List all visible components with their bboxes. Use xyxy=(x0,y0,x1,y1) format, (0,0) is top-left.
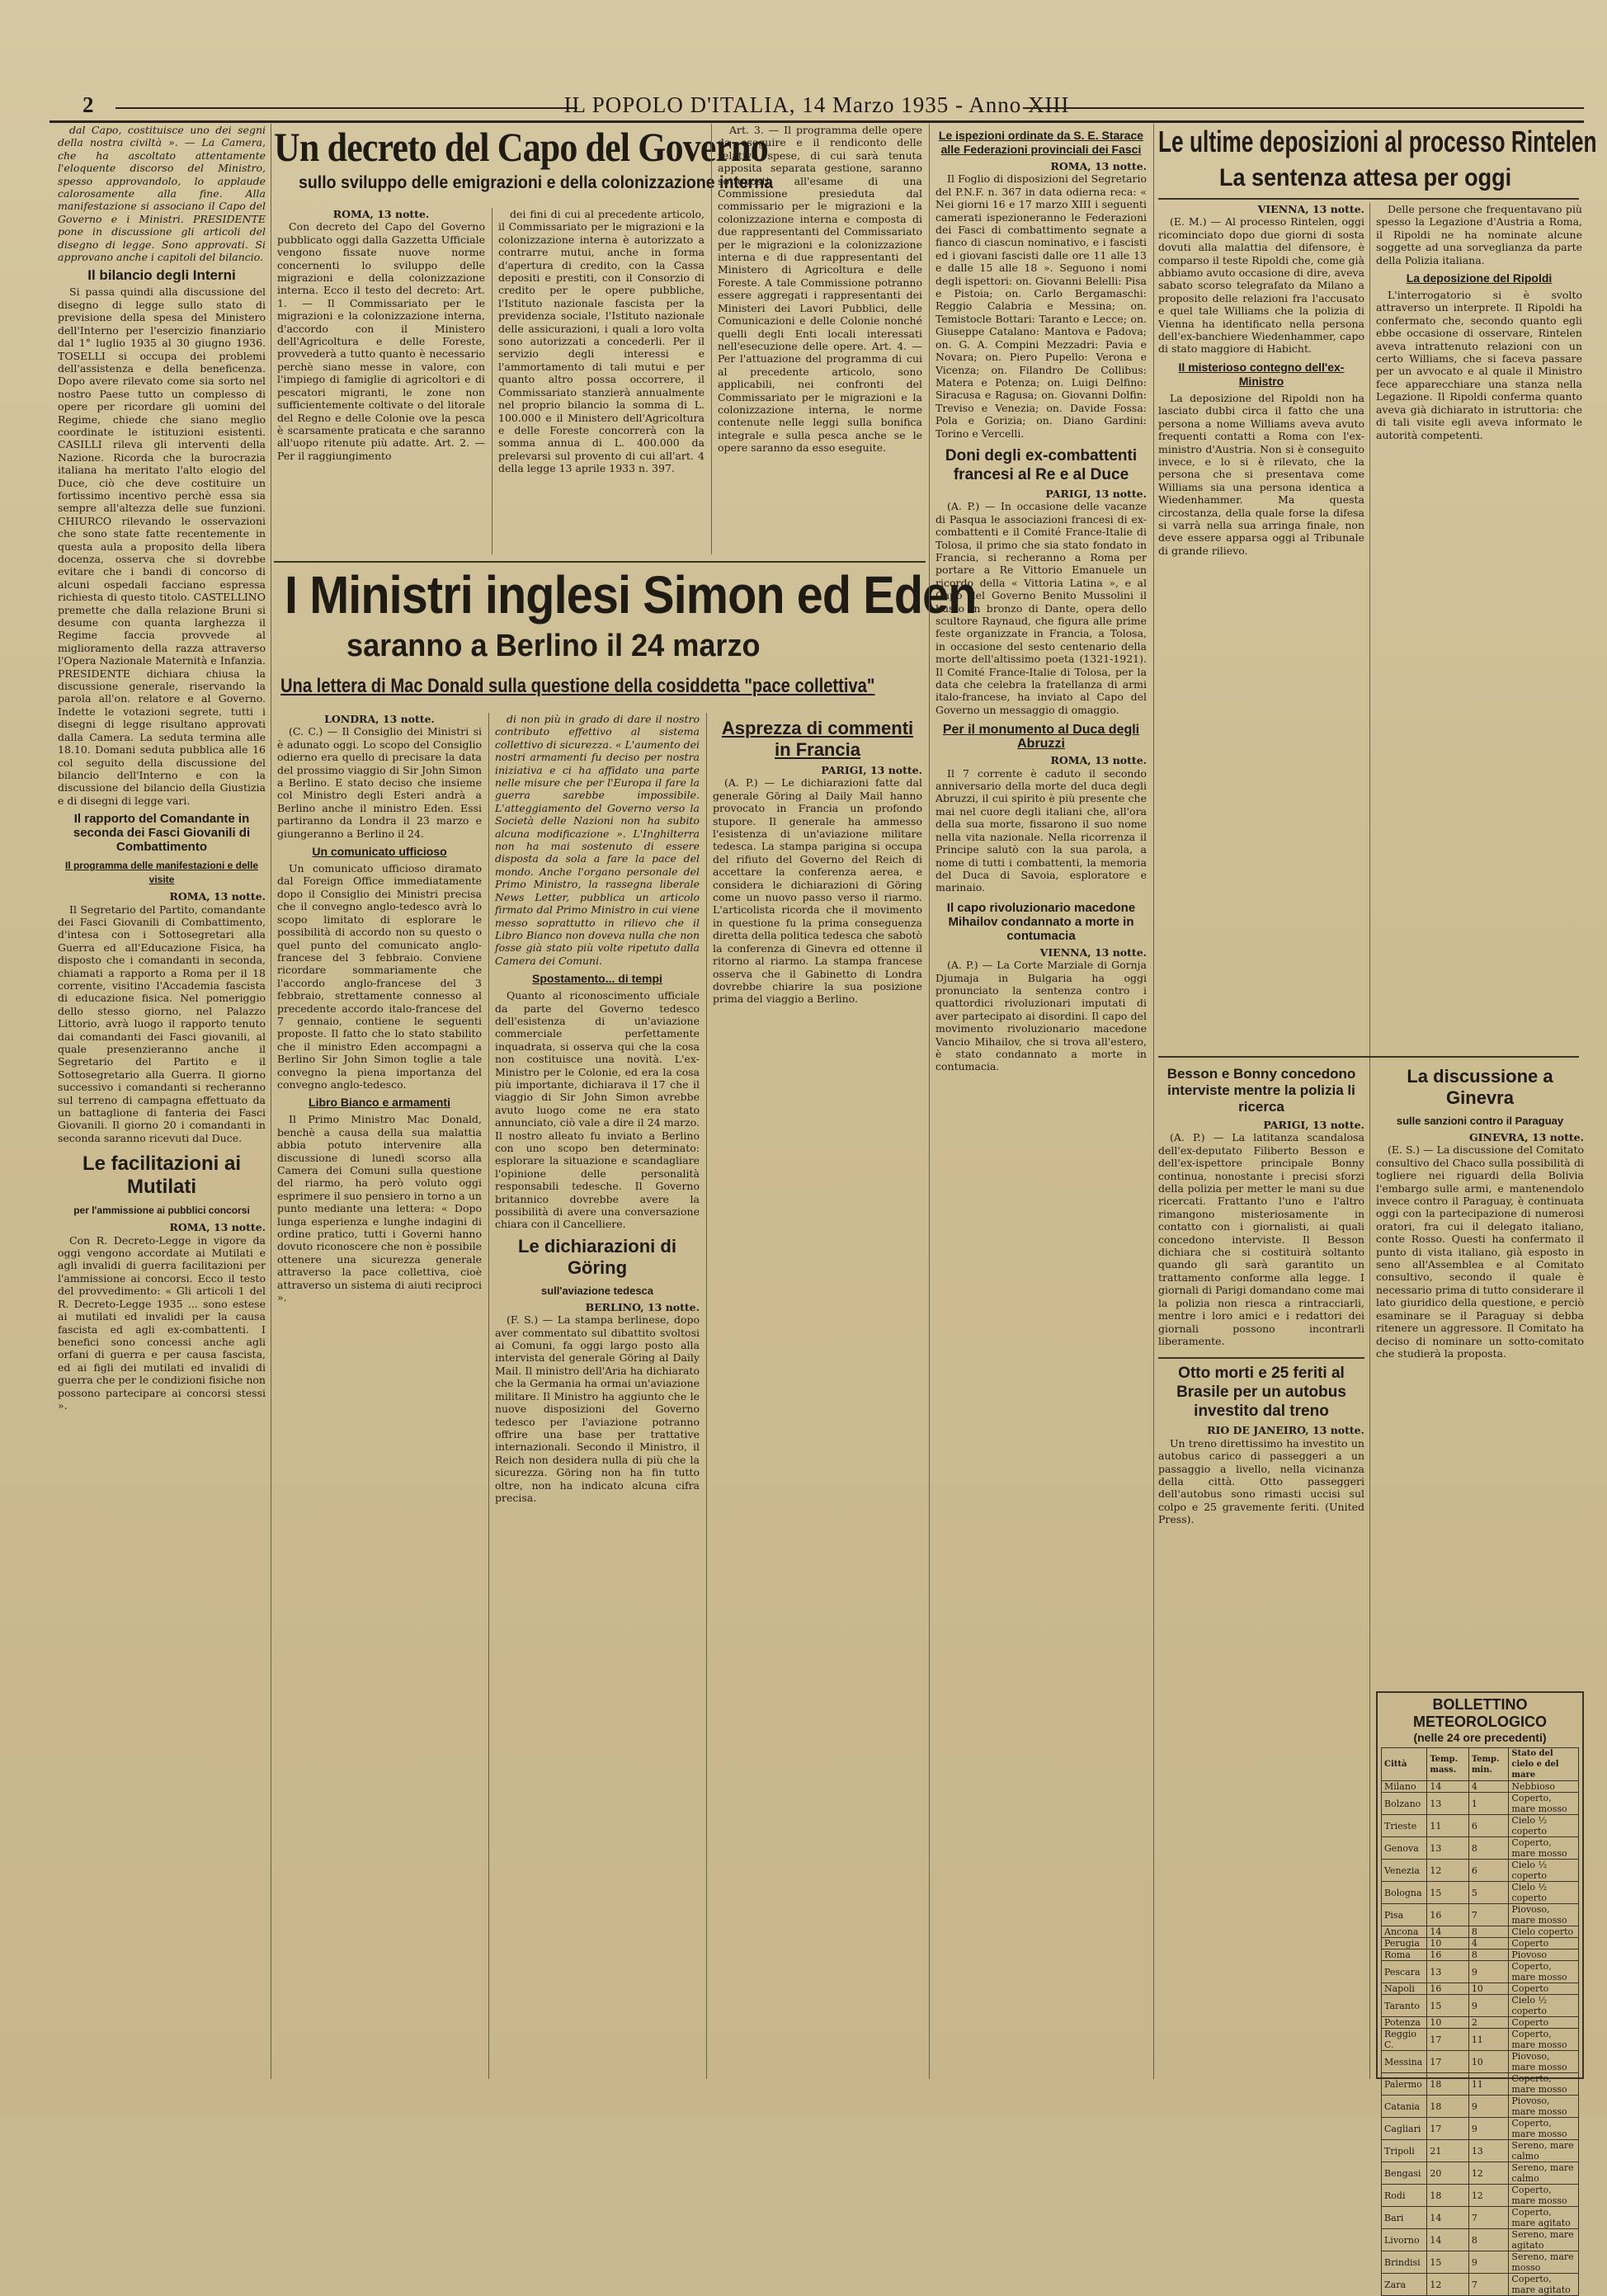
weather-temp-min: 12 xyxy=(1468,2185,1509,2207)
weather-city: Rodi xyxy=(1382,2185,1427,2207)
weather-sky-state: Coperto xyxy=(1509,1983,1579,1995)
weather-row xyxy=(1382,1926,1579,1938)
decree-dateline: ROMA, 13 notte. xyxy=(332,208,430,220)
rapporto-dateline: ROMA, 13 notte. xyxy=(169,890,266,903)
weather-header-row xyxy=(1382,1748,1579,1781)
weather-sky-state: Coperto, mare mosso xyxy=(1509,2029,1579,2051)
weather-city: Potenza xyxy=(1382,2017,1427,2029)
heading-libro-bianco: Libro Bianco e armamenti xyxy=(309,1096,450,1110)
weather-bulletin xyxy=(1376,1691,1584,2295)
section-rule xyxy=(1158,1056,1579,1058)
column-1 xyxy=(58,124,266,2079)
besson-column xyxy=(1158,1061,1364,2079)
weather-city: Zara xyxy=(1382,2274,1427,2296)
ginevra-column xyxy=(1376,1061,1584,1688)
weather-city: Bari xyxy=(1382,2207,1427,2229)
weather-temp-max: 13 xyxy=(1427,1837,1468,1860)
decree-subtitle: sullo sviluppo delle emigrazioni e della colonizzazione interna xyxy=(299,173,774,192)
weather-temp-max: 12 xyxy=(1427,2274,1468,2296)
weather-row xyxy=(1382,2207,1579,2229)
ministri-subtitle: saranno a Berlino il 24 marzo xyxy=(346,629,761,663)
weather-temp-max: 18 xyxy=(1427,2096,1468,2118)
weather-sky-state: Sereno, mare calmo xyxy=(1509,2162,1579,2185)
weather-row xyxy=(1382,2140,1579,2162)
masthead xyxy=(49,92,1584,123)
rintelen-text-a: (E. M.) — Al processo Rintelen, oggi ricominciato dopo due giorni di sosta dovuti alla malattia del difensore, è comparso il teste Ripoldi che, come già abbiamo avuto occasione di dire, aveva sabato scorso telegrafato da Milano a proposito delle relazioni fra l'accusato e quel tale Williams che la polizia di Vienna ha identificato nella persona dell'ex-banchiere Wiedenhammer, capo di stato maggiore di Habicht. xyxy=(1158,215,1364,356)
weather-sky-state: Cielo coperto xyxy=(1509,1926,1579,1938)
weather-sky-state: Coperto, mare mosso xyxy=(1509,1837,1579,1860)
weather-city: Bolzano xyxy=(1382,1793,1427,1815)
weather-city: Palermo xyxy=(1382,2073,1427,2096)
rintelen-col-b xyxy=(1376,203,1582,1053)
heading-misterioso: Il misterioso contegno dell'ex-Ministro xyxy=(1178,360,1345,388)
weather-temp-min: 10 xyxy=(1468,1983,1509,1995)
heading-mutilati: Le facilitazioni ai Mutilati xyxy=(82,1153,242,1199)
weather-temp-min: 8 xyxy=(1468,2229,1509,2251)
weather-col-max: Temp. mass. xyxy=(1427,1748,1468,1781)
weather-sky-state: Cielo ½ coperto xyxy=(1509,1995,1579,2017)
weather-sky-state: Coperto xyxy=(1509,1938,1579,1949)
weather-row xyxy=(1382,1815,1579,1837)
weather-city: Ancona xyxy=(1382,1926,1427,1938)
heading-asprezza: Asprezza di commenti in Francia xyxy=(721,718,914,760)
weather-city: Bengasi xyxy=(1382,2162,1427,2185)
weather-row xyxy=(1382,2251,1579,2274)
doni-text: (A. P.) — In occasione delle vacanze di Pasqua le associazioni francesi di ex-combattenti e il Comité France-Italie di Tolosa, il primo che sia stato fondato in Francia, si recheranno a Roma per portare a Re Vittorio Emanuele un ricordo della « Vittoria Latina », e al Capo del Governo Benito Mussolini il busto in bronzo di Dante, opera dello scultore Raynaud, che figura alle prime feste organizzate in Francia, a Tolosa, in occasione del sesto centenario della morte dell'altissimo poeta (1321-1921). Il Comité France-Italie di Tolosa, per la data che celebra la fratellanza di armi italo-francese, ha inviato al Capo del Governo un messaggio di omaggio. xyxy=(935,500,1147,716)
weather-row xyxy=(1382,2096,1579,2118)
weather-temp-max: 10 xyxy=(1427,1938,1468,1949)
rintelen-col-a xyxy=(1158,203,1364,1053)
col1-lead: dal Capo, costituisce uno dei segni della nostra civiltà ». — La Camera, che ha ascoltato attentamente l'eloquente discorso del Ministro, spesso approvandolo, lo applaude calorosamente alla fine. Alla manifestazione si associano il Capo del Governo e i Ministri. PRESIDENTE pone in discussione gli articoli del disegno di legge. Sono approvati. Si approvano anche i capitoli del bilancio. xyxy=(58,124,266,264)
decree-col-a-text: Con decreto del Capo del Governo pubblicato oggi dalla Gazzetta Ufficiale vengono fissate nuove norme concernenti lo sviluppo delle migrazioni e della colonizzazione interna. Ecco il testo del decreto: Art. 1. — Il Commissariato per le migrazioni e la colonizzazione interna, d'accordo con il Ministero dell'Agricoltura e delle Foreste, provvederà a tutto quanto è necessario perchè siano messe in valore, con l'impiego di famiglie di agricoltori e di pescatori migranti, le zone non sufficientemente coltivate o del litorale del Regno e delle Colonie ove la pesca è scarsamente praticata e che saranno all'uopo ritenute più adatte. Art. 2. — Per il raggiungimento xyxy=(277,220,485,462)
ministri-deck: Una lettera di Mac Donald sulla questione della cosiddetta "pace collettiva" xyxy=(280,675,875,697)
weather-row xyxy=(1382,2073,1579,2096)
weather-temp-max: 17 xyxy=(1427,2029,1468,2051)
weather-row xyxy=(1382,1904,1579,1926)
weather-city: Trieste xyxy=(1382,1815,1427,1837)
rintelen-dateline: VIENNA, 13 notte. xyxy=(1257,203,1364,215)
weather-temp-max: 13 xyxy=(1427,1961,1468,1983)
column-rule xyxy=(1153,124,1154,2079)
weather-row xyxy=(1382,2017,1579,2029)
weather-sky-state: Piovoso, mare mosso xyxy=(1509,1904,1579,1926)
weather-temp-min: 9 xyxy=(1468,1995,1509,2017)
weather-city: Reggio C. xyxy=(1382,2029,1427,2051)
heading-ginevra-sub: sulle sanzioni contro il Paraguay xyxy=(1396,1115,1564,1127)
weather-temp-min: 13 xyxy=(1468,2140,1509,2162)
weather-city: Pisa xyxy=(1382,1904,1427,1926)
decree-col-c-text: Art. 3. — Il programma delle opere da eseguire e il rendiconto delle relative spese, di cui sarà tenuta apposita separata gestione, saranno sottoposti all'esame di una Commissione presieduta dal commissario per le migrazioni e la colonizzazione interna e composta di due rappresentanti del Commissariato per le migrazioni e la colonizzazione interna e di due rappresentanti del Ministero di Agricoltura e delle Foreste. A tale Commissione potranno essere aggregati i rappresentanti dei Ministeri dei Lavori Pubblici, delle Comunicazioni e delle Colonie nonché quelli degli Enti locali interessati nell'esecuzione delle opere. Art. 4. — Per l'attuazione del programma di cui al precedente articolo, sono applicabili, nei confronti del Commissariato per le migrazioni e la colonizzazione interna, le norme contenute nelle leggi sulla bonifica integrale e sulla pesca anche se le opere saranno da esso eseguite. xyxy=(718,124,922,455)
weather-temp-min: 9 xyxy=(1468,2096,1509,2118)
heading-rapporto-fasci: Il rapporto del Comandante in seconda dei Fasci Giovanili di Combattimento xyxy=(73,812,251,855)
weather-city: Cagliari xyxy=(1382,2118,1427,2140)
decree-col-b xyxy=(498,208,705,554)
spostamento-text: Quanto al riconoscimento ufficiale da parte del Governo tedesco dell'esistenza di un'aviazione commerciale perfettamente inquadrata, si osserva qui che la cosa non costituisce una novità. L'ex-Ministro per le Colonie, ed era la cosa più importante, dichiarava il 17 che il viaggio di Sir John Simon avrebbe avuto luogo come ne era stato annunciato, ciò vale a dire il 24 marzo. Il nostro alleato fu inviato a Berlino con uno scopo ben determinato: esplorare la situazione e scandagliare l'opinione delle personalità responsabili tedesche. Il Governo britannico dovrebbe avere la possibilità di avere una conversazione chiara con il Cancelliere. xyxy=(495,989,700,1231)
weather-row xyxy=(1382,1995,1579,2017)
weather-temp-max: 18 xyxy=(1427,2073,1468,2096)
weather-col-city: Città xyxy=(1382,1748,1427,1781)
weather-row xyxy=(1382,2185,1579,2207)
weather-temp-max: 15 xyxy=(1427,2251,1468,2274)
weather-sky-state: Piovoso, mare mosso xyxy=(1509,2096,1579,2118)
weather-col-state: Stato del cielo e del mare xyxy=(1509,1748,1579,1781)
interni-text: Si passa quindi alla discussione del disegno di legge sullo stato di previsione della spesa del Ministero dell'Interno per l'esercizio finanziario dal 1° luglio 1935 al 30 giugno 1936. TOSELLI si occupa dei problemi dell'assistenza e della beneficenza. Dopo avere rilevato come sia sorto nel nostro Paese tutto un complesso di opere per ricordare gli uomini del Regime, chiede che siano meglio coordinate le istituzioni esistenti. CASILLI rileva gli interventi della Nazione. Ricorda che la burocrazia italiana ha meritato l'alto elogio del Duce, ciò che deve costituire un fortissimo incentivo perchè essa sia sempre all'altezza delle sue funzioni. CHIURCO rilevando le osservazioni che sono state fatte recentemente in questa aula a proposito della libera docenza, osserva che si dovrebbe evitare che i bandi di concorso di alcuni ospedali facciano espressa richiesta di questo titolo. CASTELLINO premette che dalla relazione Bruni si desume con quanta larghezza il Regime faccia provvede al miglioramento della razza attraverso l'Opera Nazionale Maternità e Infanzia. PRESIDENTE dichiara chiusa la discussione generale, riservando la parola all'on. relatore e al Governo. Indette le votazioni segrete, tutti i disegni di legge risultano approvati dalla Camera. La seduta termina alle 18.10. Domani seduta pubblica alle 16 col seguito della discussione del bilancio dell'Interno e con la discussione del bilancio della Giustizia e di disegni di legge vari. xyxy=(58,285,266,807)
weather-temp-max: 14 xyxy=(1427,2207,1468,2229)
weather-row xyxy=(1382,2118,1579,2140)
weather-temp-max: 14 xyxy=(1427,2229,1468,2251)
heading-ginevra: La discussione a Ginevra xyxy=(1407,1066,1553,1108)
weather-temp-min: 9 xyxy=(1468,2118,1509,2140)
weather-temp-min: 5 xyxy=(1468,1882,1509,1904)
weather-temp-min: 9 xyxy=(1468,2251,1509,2274)
weather-temp-min: 11 xyxy=(1468,2073,1509,2096)
ispezioni-text: Il Foglio di disposizioni del Segretario del P.N.F. n. 367 in data odierna reca: « Nei giorni 16 e 17 marzo XIII i seguenti camerati ispezioneranno le Federazioni dei Fasci di combattimento segnate a fianco di ciascun nominativo, e i fascisti ed i giovani fascisti dalle ore 11 alle 13 e dalle 15 alle 18 ». Seguono i nomi degli ispettori: on. Giovanni Belelli: Pisa e Pistoia; on. Carlo Bergamaschi: Reggio Calabria e Messina; on. Temistocle Bottari: Taranto e Lecce; on. Giuseppe Catalano: Mantova e Padova; on. G. A. Compini Mezzadri: Pavia e Novara; on. Piero Pupello: Verona e Vicenza; on. Filandro De Collibus: Matera e Potenza; on. Luigi Delfino: Siracusa e Ragusa; on. Giovanni Dolfin: Treviso e Venezia; on. Davide Fossa: Pola e Gorizia; on. Diano Gardini: Torino e Vercelli. xyxy=(935,172,1147,440)
decree-title: Un decreto del Capo del Governo xyxy=(274,124,768,170)
weather-city: Bologna xyxy=(1382,1882,1427,1904)
section-rule xyxy=(1158,198,1579,200)
ginevra-text: (E. S.) — La discussione del Comitato consultivo del Chaco sulla possibilità di togliere nei riguardi della Bolivia l'embargo sulle armi, e mantenendolo invece contro il Paraguay, è continuata oggi con la partecipazione di numerosi oratori, fra cui il delegato italiano, conte Rosso. Questi ha confermato il punto di vista italiano, già esposto in seno all'Assemblea e al Comitato consultivo, secondo il quale è necessario prima di tutto considerare il lato giuridico della questione, e perciò esaminare se il Paraguay si debba ritenere un aggressore. Il Comitato ha deciso di nominare un sotto-comitato che studierà la proposta. xyxy=(1376,1143,1584,1360)
decree-col-a xyxy=(277,208,485,554)
weather-sky-state: Nebbioso xyxy=(1509,1781,1579,1793)
weather-sky-state: Cielo ½ coperto xyxy=(1509,1882,1579,1904)
heading-ripoldi: La deposizione del Ripoldi xyxy=(1406,271,1553,285)
ripoldi-text: L'interrogatorio si è svolto attraverso un interprete. Il Ripoldi ha confermato che, secondo quanto egli ebbe occasione di osservare, Rintelen aveva intrattenuto relazioni con un certo Williams, che si faceva passare per un avvocato e al quale il Ministro fece apparecchiare una stanza nella Legazione. Il Ripoldi conferma quanto aveva già dichiarato in istruttoria: che di tali visite egli aveva informato le autorità competenti. xyxy=(1376,289,1582,441)
weather-temp-max: 16 xyxy=(1427,1983,1468,1995)
weather-temp-min: 12 xyxy=(1468,2162,1509,2185)
heading-brasile: Otto morti e 25 feriti al Brasile per un autobus investito dal treno xyxy=(1158,1357,1364,1421)
asprezza-text: (A. P.) — Le dichiarazioni fatte dal generale Göring al Daily Mail hanno provocato in Francia un profondo stupore. Il generale ha ammesso l'esistenza di un'aviazione militare tedesca. La stampa parigina si occupa del rifiuto del Governo del Reich di accettare la conferenza aerea, e considera le dichiarazioni di Göring come un nuovo passo verso il riarmo. L'articolista ricorda che il movimento in questione fu la prima conseguenza diretta della politica tedesca che sabotò la conferenza di Ginevra ed ottenne il ritorno al riarmo. La stampa francese osserva che il Gabinetto di Londra dovrebbe chiarire la sua posizione prima del viaggio a Berlino. xyxy=(713,776,922,1006)
weather-table xyxy=(1381,1747,1579,2296)
weather-sky-state: Coperto, mare mosso xyxy=(1509,2185,1579,2207)
weather-sky-state: Sereno, mare mosso xyxy=(1509,2251,1579,2274)
weather-sky-state: Piovoso, mare mosso xyxy=(1509,2051,1579,2073)
masthead-folio: IL POPOLO D'ITALIA, 14 Marzo 1935 - Anno XIII xyxy=(563,92,1070,117)
doni-dateline: PARIGI, 13 notte. xyxy=(1045,487,1147,500)
misterioso-text: La deposizione del Ripoldi non ha lasciato dubbi circa il fatto che una persona a nome Williams aveva avuto frequenti contatti a Roma con l'ex-ministro d'Austria. Non si è conseguito invece, e lo si è rilevato, che la persona che si presentava come Williams sia una persona identica a Wiedenhammer. Ma questa circostanza, della quale forse la difesa si varrà nella sua arringa finale, non deve essere apparsa oggi al Tribunale di grande rilievo. xyxy=(1158,391,1364,557)
heading-programma: Il programma delle manifestazioni e delle visite xyxy=(64,860,259,886)
weather-sky-state: Sereno, mare agitato xyxy=(1509,2229,1579,2251)
weather-subtitle: (nelle 24 ore precedenti) xyxy=(1413,1731,1547,1744)
mutilati-dateline: ROMA, 13 notte. xyxy=(169,1221,266,1234)
weather-sky-state: Sereno, mare calmo xyxy=(1509,2140,1579,2162)
weather-row xyxy=(1382,2051,1579,2073)
weather-temp-max: 10 xyxy=(1427,2017,1468,2029)
heading-monumento: Per il monumento al Duca degli Abruzzi xyxy=(942,723,1140,752)
weather-row xyxy=(1382,2229,1579,2251)
heading-ispezioni: Le ispezioni ordinate da S. E. Starace alle Federazioni provinciali dei Fasci xyxy=(938,129,1144,156)
weather-city: Livorno xyxy=(1382,2229,1427,2251)
weather-row xyxy=(1382,1860,1579,1882)
weather-sky-state: Coperto, mare mosso xyxy=(1509,1793,1579,1815)
column-rule xyxy=(711,124,712,554)
weather-sky-state: Coperto, mare mosso xyxy=(1509,2118,1579,2140)
weather-temp-max: 21 xyxy=(1427,2140,1468,2162)
libro-text: Il Primo Ministro Mac Donald, benchè a causa della sua malattia abbia potuto intervenire alla discussione di lunedì scorso alla Camera dei Comuni sulla questione del riarmo, ha però voluto oggi esprimere il suo pensiero in torno a un punto mediante una lettera: « Dopo lunga esperienza e lunghe indagini di ordine pratico, tutti i Governi hanno dovuto riconoscere che non è possibile ottenere una sicurezza generale attraverso la pace collettiva, cioè attraverso un sistema di aiuti reciproci ». xyxy=(277,1113,482,1304)
ministri-dateline: LONDRA, 13 notte. xyxy=(324,713,435,725)
weather-city: Catania xyxy=(1382,2096,1427,2118)
ministri-col-c xyxy=(713,713,922,2079)
weather-row xyxy=(1382,2162,1579,2185)
decree-col-b-text: dei fini di cui al precedente articolo, il Commissariato per le migrazioni e la colonizzazione interna è autorizzato a contrarre mutui, anche in forma d'apertura di credito, con la Cassa depositi e prestiti, con il Consorzio di credito per le opere pubbliche, l'Istituto nazionale fascista per la previdenza sociale, l'Istituto nazionale delle assicurazioni, i quali a loro volta sono autorizzati a concederli. Per il servizio degli interessi e l'ammortamento di tali mutui e per quanto altro possa occorrere, il Commissariato stanzierà annualmente nel proprio bilancio la somma di L. 100.000 e il Ministero dell'Agricoltura e delle Foreste concorrerà con la somma annua di L. 400.000 da prelevarsi sul provento di cui all'art. 4 della legge 13 aprile 1933 n. 397. xyxy=(498,208,705,475)
ginevra-dateline: GINEVRA, 13 notte. xyxy=(1469,1131,1584,1143)
weather-temp-min: 8 xyxy=(1468,1837,1509,1860)
weather-city: Milano xyxy=(1382,1781,1427,1793)
weather-temp-min: 8 xyxy=(1468,1949,1509,1961)
weather-temp-min: 7 xyxy=(1468,1904,1509,1926)
weather-temp-min: 8 xyxy=(1468,1926,1509,1938)
weather-temp-max: 18 xyxy=(1427,2185,1468,2207)
heading-comunicato: Un comunicato ufficioso xyxy=(312,845,447,859)
weather-temp-min: 7 xyxy=(1468,2274,1509,2296)
heading-besson: Besson e Bonny concedono interviste mentre la polizia li ricerca xyxy=(1166,1066,1356,1115)
mihailov-dateline: VIENNA, 13 notte. xyxy=(1039,945,1147,959)
section-rule xyxy=(274,561,926,563)
weather-city: Perugia xyxy=(1382,1938,1427,1949)
weather-temp-min: 4 xyxy=(1468,1781,1509,1793)
weather-temp-min: 10 xyxy=(1468,2051,1509,2073)
ministri-col-b xyxy=(495,713,700,2079)
weather-temp-min: 6 xyxy=(1468,1860,1509,1882)
weather-title: BOLLETTINO METEOROLOGICO xyxy=(1413,1696,1547,1730)
weather-temp-min: 2 xyxy=(1468,2017,1509,2029)
weather-sky-state: Coperto, mare mosso xyxy=(1509,1961,1579,1983)
weather-row xyxy=(1382,1961,1579,1983)
weather-sky-state: Coperto, mare mosso xyxy=(1509,2073,1579,2096)
weather-temp-min: 4 xyxy=(1468,1938,1509,1949)
goring-dateline: BERLINO, 13 notte. xyxy=(585,1300,700,1313)
column-rule xyxy=(706,713,707,2079)
comunicato-text: Un comunicato ufficioso diramato dal Foreign Office immediatamente dopo il Consiglio dei Ministri precisa che il convegno anglo-tedesco avrà lo scopo limitato di esplorare le possibilità di accordo non su questo o quel punto del comunicato anglo-francese del 3 febbraio. Conviene ricordare sommariamente che l'accordo anglo-francese del 3 febbraio, strettamente connesso al precedente accordo italo-francese del 7 gennaio, contiene le seguenti proposte. Il fatto che lo stato stabilito che il ministro Eden accompagni a Berlino Sir John Simon toglie a tale convegno la piena importanza del convegno anglo-tedesco. xyxy=(277,862,482,1091)
monumento-dateline: ROMA, 13 notte. xyxy=(1050,754,1147,767)
weather-sky-state: Cielo ½ coperto xyxy=(1509,1815,1579,1837)
rintelen-title: Le ultime deposizioni al processo Rintelen xyxy=(1158,125,1597,158)
brasile-dateline: RIO DE JANEIRO, 13 notte. xyxy=(1207,1424,1364,1437)
weather-city: Brindisi xyxy=(1382,2251,1427,2274)
weather-city: Napoli xyxy=(1382,1983,1427,1995)
weather-row xyxy=(1382,1837,1579,1860)
weather-temp-min: 9 xyxy=(1468,1961,1509,1983)
weather-temp-max: 14 xyxy=(1427,1926,1468,1938)
weather-temp-max: 20 xyxy=(1427,2162,1468,2185)
masthead-rule-right xyxy=(1023,107,1584,109)
heading-spostamento: Spostamento... di tempi xyxy=(532,972,662,986)
weather-city: Messina xyxy=(1382,2051,1427,2073)
ministri-col-a xyxy=(277,713,482,2079)
column-rule xyxy=(929,124,930,2079)
weather-row xyxy=(1382,1793,1579,1815)
weather-temp-max: 17 xyxy=(1427,2118,1468,2140)
decree-col-c xyxy=(718,124,922,554)
rintelen-subtitle: La sentenza attesa per oggi xyxy=(1219,164,1512,191)
weather-row xyxy=(1382,1882,1579,1904)
weather-sky-state: Coperto, mare agitato xyxy=(1509,2207,1579,2229)
weather-temp-max: 16 xyxy=(1427,1904,1468,1926)
ispezioni-dateline: ROMA, 13 notte. xyxy=(1050,160,1147,172)
weather-temp-min: 11 xyxy=(1468,2029,1509,2051)
weather-temp-max: 13 xyxy=(1427,1793,1468,1815)
weather-temp-max: 14 xyxy=(1427,1781,1468,1793)
ministri-col-a-text: (C. C.) — Il Consiglio dei Ministri si è adunato oggi. Lo scopo del Consiglio odierno era quello di precisare la data del prossimo viaggio di Sir John Simon a Berlino. E stato deciso che insieme col Ministro degli Esteri andrà a Berlino anche il ministro Eden. Essi partiranno da Londra il 23 marzo e giungeranno a Berlino il 24. xyxy=(277,725,482,840)
besson-text: (A. P.) — La latitanza scandalosa dell'ex-deputato Filiberto Besson e dell'ex-ispettore principale Bonny continua, nonostante i precisi sforzi della polizia per metter le mani su due ricercati. Frattanto l'uno e l'altro rimangono misteriosamente in contatto con i giornalisti, ai quali concedono interviste. Il Besson dichiara che si costituirà soltanto quando gli sarà garantito un trattamento conforme alla legge. I giornali di Parigi domandano come mai la polizia non riesca a rintracciarli, mentre i loro amici e i redattori dei giornali possono incontrarli liberamente. xyxy=(1158,1131,1364,1347)
weather-temp-min: 6 xyxy=(1468,1815,1509,1837)
weather-temp-max: 15 xyxy=(1427,1995,1468,2017)
weather-temp-max: 12 xyxy=(1427,1860,1468,1882)
page-number: 2 xyxy=(82,92,94,117)
weather-row xyxy=(1382,1949,1579,1961)
weather-city: Pescara xyxy=(1382,1961,1427,1983)
heading-bilancio-interni: Il bilancio degli Interni xyxy=(87,267,236,284)
weather-city: Venezia xyxy=(1382,1860,1427,1882)
mutilati-text: Con R. Decreto-Legge in vigore da oggi vengono accordate ai Mutilati e agli invalidi di guerra facilitazioni per l'ammissione ai concorsi. Ecco il testo del provvedimento: « Gli articoli 1 del R. Decreto-Legge 1935 ... sono estese ai mutilati ed invalidi per la causa fascista ed agli ex-combattenti. I benefici sono concessi anche agli orfani di guerra e per causa fascista, ed ai figli dei mutilati ed invalidi di guerra che per le condizioni fisiche non possono partecipare ai concorsi stessi ». xyxy=(58,1233,266,1412)
weather-sky-state: Piovoso xyxy=(1509,1949,1579,1961)
heading-goring-sub: sull'aviazione tedesca xyxy=(540,1284,654,1297)
asprezza-dateline: PARIGI, 13 notte. xyxy=(821,764,922,776)
weather-sky-state: Coperto xyxy=(1509,2017,1579,2029)
heading-mihailov: Il capo rivoluzionario macedone Mihailov condannato a morte in contumacia xyxy=(946,900,1136,943)
weather-sky-state: Cielo ½ coperto xyxy=(1509,1860,1579,1882)
weather-city: Tripoli xyxy=(1382,2140,1427,2162)
column-5 xyxy=(935,124,1147,2079)
heading-mutilati-sub: per l'ammissione ai pubblici concorsi xyxy=(73,1205,250,1217)
weather-temp-max: 15 xyxy=(1427,1882,1468,1904)
rapporto-text: Il Segretario del Partito, comandante dei Fasci Giovanili di Combattimento, d'intesa con i Sottosegretari alla Guerra ed all'Educazione Fisica, ha disposto che i comandanti in seconda, chiamati a rapporto a Roma per il 18 corrente, visitino l'Accademia fascista di educazione fisica. Nel pomeriggio dello stesso giorno, nel Palazzo Littorio, avrà luogo il rapporto tenuto dai comandanti dei Fasci giovanili, al quale presenzieranno anche il Segretario del Partito e il Sottosegretario alla Guerra. Il giorno successivo i comandanti si recheranno sul terreno di campagna effettuato da un battaglione di fanteria dei Fasci Giovanili. Il giorno 20 i comandanti in seconda saranno ricevuti dal Duce. xyxy=(58,903,266,1144)
weather-table-body xyxy=(1382,1781,1579,2296)
rintelen-text-b: Delle persone che frequentavano più spesso la Legazione d'Austria a Roma, il Ripoldi ne ha nominate alcune soggette ad una sorveglianza da parte della Polizia italiana. xyxy=(1376,203,1582,266)
mihailov-text: (A. P.) — La Corte Marziale di Gornja Djumaja in Bulgaria ha oggi pronunciato la sentenza contro i quattordici rivoluzionari imputati di aver partecipato ai disordini. Il capo del movimento rivoluzionario macedone Vancio Mihailov, che si trova all'estero, è stato condannato a morte in contumacia. xyxy=(935,959,1147,1073)
brasile-text: Un treno direttissimo ha investito un autobus carico di passeggeri a un passaggio a livello, nella vicinanza della città. Otto passeggeri dell'autobus sono rimasti uccisi sul colpo e 25 gravemente feriti. (United Press). xyxy=(1158,1436,1364,1526)
weather-temp-max: 16 xyxy=(1427,1949,1468,1961)
weather-city: Taranto xyxy=(1382,1995,1427,2017)
goring-text: (F. S.) — La stampa berlinese, dopo aver commentato sul dibattito svoltosi ai Comuni, fa oggi largo posto alla intervista del generale Göring al Daily Mail. Il ministro dell'Aria ha dichiarato che la Germania ha ormai un'aviazione militare. Il Ministro ha aggiunto che le nuove disposizioni del Governo tedesco per l'aviazione potranno offrire una base per trattative internazionali. Secondo il Ministro, il Reich non desidera nulla di più che la sicurezza. Göring non ha fin tutto oltre, non ha indicato alcuna cifra precisa. xyxy=(495,1313,700,1504)
weather-row xyxy=(1382,1983,1579,1995)
weather-sky-state: Coperto, mare agitato xyxy=(1509,2274,1579,2296)
ministri-col-b-text: di non più in grado di dare il nostro contributo effettivo al sistema collettivo di sicurezza. « L'aumento dei nostri armamenti fu deciso per nostra iniziativa e ci ha affidato una parte nelle misure che per l'Europa il fare la guerra sarebbe impossibile. L'atteggiamento del Governo verso la Società delle Nazioni non ha subito alcuna modificazione ». L'Inghilterra non ha mai sostenuto di essere disposta da sola a fare la pace del mondo. Anche l'organo personale del Primo Ministro, la rassegna liberale News Letter, pubblica un articolo firmato dal Primo Ministro in cui viene messo soprattutto in rilievo che il Libro Bianco non doveva nulla che non fosse già stato più volte ripetuto dalla Camera dei Comuni. xyxy=(495,713,700,967)
besson-dateline: PARIGI, 13 notte. xyxy=(1263,1119,1364,1131)
weather-temp-min: 1 xyxy=(1468,1793,1509,1815)
weather-temp-max: 17 xyxy=(1427,2051,1468,2073)
weather-col-min: Temp. min. xyxy=(1468,1748,1509,1781)
heading-doni: Doni degli ex-combattenti francesi al Re e al Duce xyxy=(945,446,1138,483)
weather-temp-min: 7 xyxy=(1468,2207,1509,2229)
weather-city: Roma xyxy=(1382,1949,1427,1961)
weather-row xyxy=(1382,1938,1579,1949)
heading-goring: Le dichiarazioni di Göring xyxy=(518,1235,676,1278)
weather-row xyxy=(1382,2274,1579,2296)
column-rule xyxy=(488,713,489,2079)
column-rule xyxy=(1369,203,1370,2079)
monumento-text: Il 7 corrente è caduto il secondo anniversario della morte del duca degli Abruzzi, il cui spirito è più presente che mai nel cuore degli italiani che, all'ora della sua morte, fissarono il suo nome nella vita nazionale. Nella ricorrenza il Principe salutò con la sua parola, a nome di tutti i combattenti, la memoria del Duca di Savoia, esploratore e marinaio. xyxy=(935,766,1147,894)
ministri-title: I Ministri inglesi Simon ed Eden xyxy=(285,565,977,625)
weather-row xyxy=(1382,2029,1579,2051)
weather-city: Genova xyxy=(1382,1837,1427,1860)
weather-row xyxy=(1382,1781,1579,1793)
weather-temp-max: 11 xyxy=(1427,1815,1468,1837)
